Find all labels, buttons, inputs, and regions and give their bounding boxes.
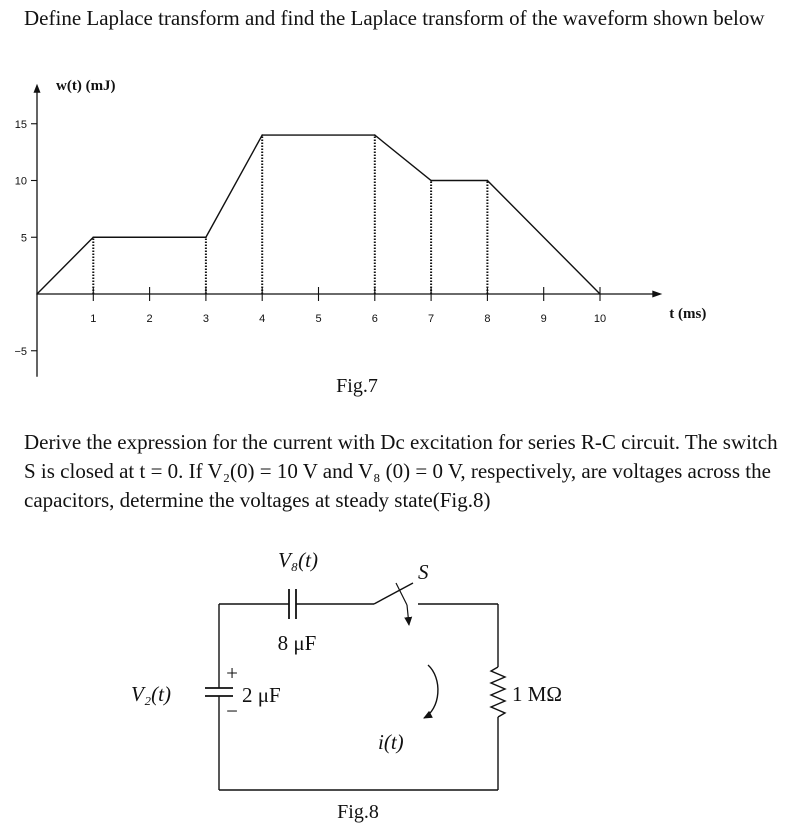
question-1-text: Define Laplace transform and find the Laplace transform of the waveform shown below [24, 6, 765, 30]
cap8-voltage-label: V₈(t) [278, 548, 318, 572]
x-tick-label: 8 [484, 313, 491, 325]
current-direction-arrow [424, 665, 438, 718]
data-point [487, 180, 489, 182]
waveform-points [36, 134, 601, 295]
y-tick-label: 15 [14, 118, 27, 131]
data-point [93, 236, 95, 238]
fig8-caption: Fig.8 [337, 801, 379, 823]
switch [374, 583, 413, 625]
data-point [261, 134, 263, 136]
y-axis-arrow [34, 84, 41, 93]
cap2-value: 2 μF [242, 683, 281, 707]
capacitor-2uF [205, 688, 233, 696]
y-tick-label: 5 [20, 232, 27, 245]
dotted-guides [93, 135, 487, 294]
capacitor-8uF [289, 589, 296, 619]
x-tick-label: 10 [593, 313, 607, 325]
x-tick-label: 7 [428, 313, 435, 325]
data-point [374, 134, 376, 136]
x-axis-arrow [652, 291, 662, 298]
cap2-voltage-label: V₂(t) [131, 682, 171, 706]
waveform-chart [14, 78, 706, 377]
data-point [599, 293, 601, 295]
x-tick-label: 5 [315, 313, 322, 325]
cap8-value: 8 μF [277, 631, 317, 655]
x-axis-label: t (ms) [669, 306, 707, 322]
x-tick-label: 4 [259, 313, 266, 325]
data-point [205, 236, 207, 238]
question-2-text: Derive the expression for the current with Dc excitation for series R-C circuit. The switch S is closed at t = 0. If V₂(0) = 10 V and V₈ (0) = 0 V, respectively, are voltages across the capacitors, determine the voltages at steady state(Fig.8) [24, 430, 778, 512]
fig7-caption: Fig.7 [336, 375, 378, 397]
x-ticks [90, 287, 606, 325]
resistor-value: 1 MΩ [512, 682, 563, 706]
switch-label: S [418, 560, 429, 584]
cap2-minus-sign: − [226, 699, 238, 723]
y-ticks [14, 119, 37, 358]
y-axis-label: w(t) (mJ) [56, 77, 116, 94]
cap2-plus-sign: + [226, 661, 238, 685]
y-tick-label: 10 [14, 175, 27, 188]
x-tick-label: 3 [202, 313, 209, 325]
x-tick-label: 2 [146, 313, 153, 325]
current-label: i(t) [378, 730, 404, 754]
x-tick-label: 6 [371, 313, 378, 325]
data-point [430, 180, 432, 182]
waveform-line [37, 135, 600, 294]
resistor-1MOhm [491, 667, 505, 717]
x-tick-label: 9 [540, 313, 547, 325]
data-point [36, 293, 38, 295]
x-tick-label: 1 [90, 313, 97, 325]
y-tick-label: −5 [14, 345, 27, 358]
